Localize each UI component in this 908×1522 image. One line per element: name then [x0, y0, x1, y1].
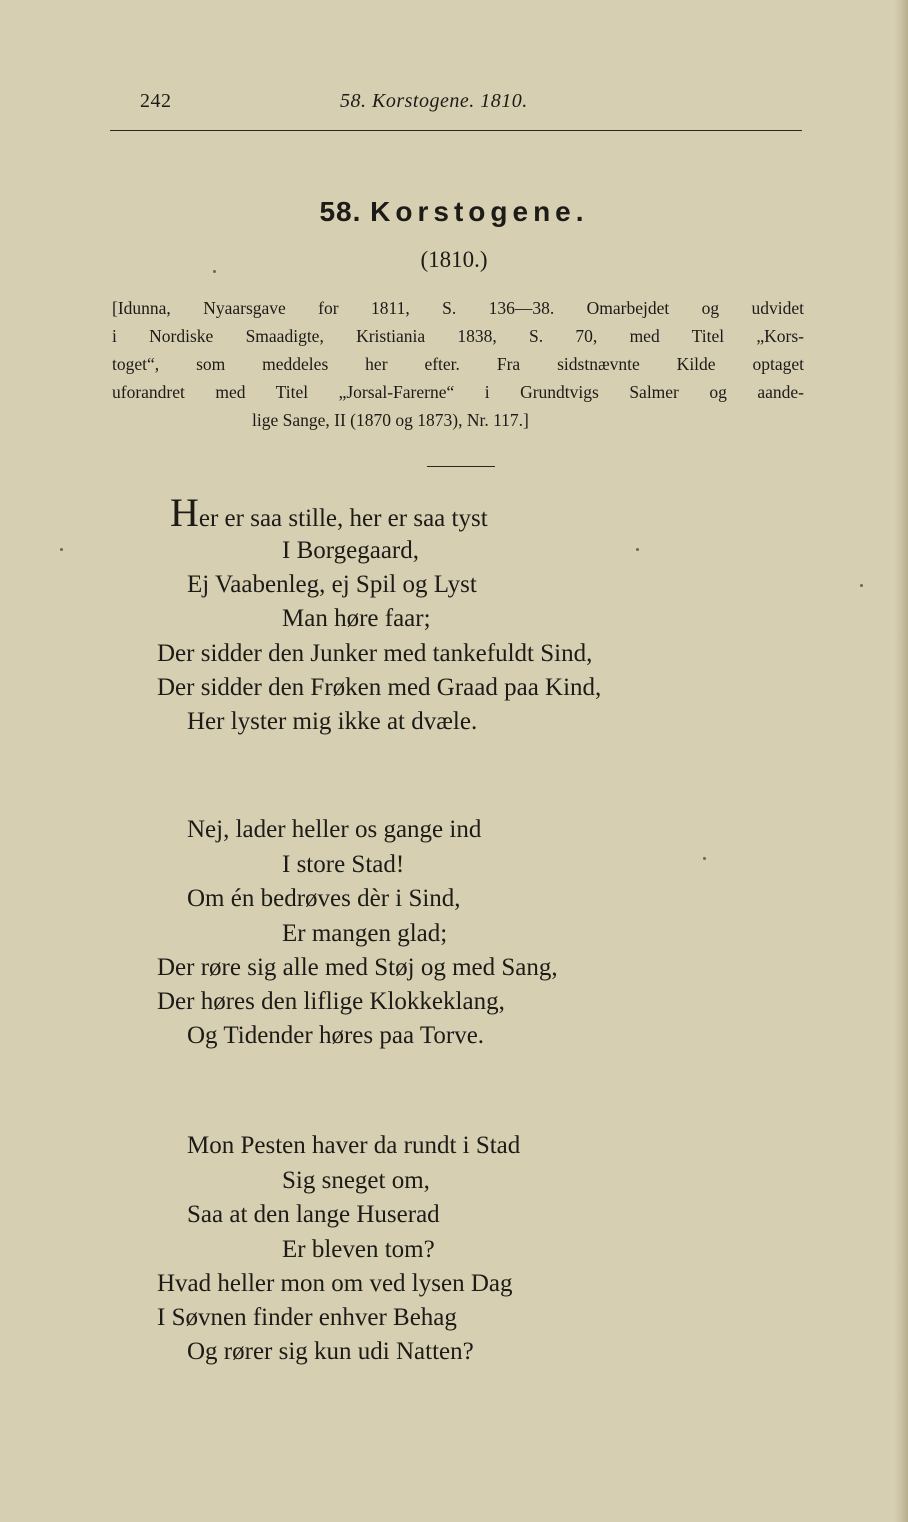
verse-line: Der sidder den Junker med tankefuldt Sind,	[157, 640, 593, 667]
verse-line: Ej Vaabenleg, ej Spil og Lyst	[187, 571, 477, 598]
initial-letter: H	[170, 490, 199, 535]
paper-speck	[703, 857, 706, 860]
verse-line: Er mangen glad;	[282, 920, 448, 947]
verse-line: Der røre sig alle med Støj og med Sang,	[157, 954, 558, 981]
header-rule	[110, 130, 802, 131]
verse-line: I Søvnen finder enhver Behag	[157, 1304, 457, 1331]
verse-line: Der høres den liflige Klokkeklang,	[157, 988, 505, 1015]
verse-line: Sig sneget om,	[282, 1167, 430, 1194]
poem-year: (1810.)	[420, 247, 488, 272]
verse-line-rest: er er saa stille, her er saa tyst	[198, 505, 488, 532]
paper-speck	[60, 548, 63, 551]
poem-title-text: Korstogene.	[370, 196, 589, 227]
page-edge-shadow	[894, 0, 908, 1522]
verse-line: Hvad heller mon om ved lysen Dag	[157, 1270, 513, 1297]
verse-line	[170, 490, 488, 535]
poem-title	[0, 196, 908, 228]
verse-line: Er bleven tom?	[282, 1236, 435, 1263]
paper-speck	[213, 270, 216, 273]
verse-line: Om én bedrøves dèr i Sind,	[187, 885, 461, 912]
editorial-note	[112, 294, 804, 434]
note-line: i Nordiske Smaadigte, Kristiania 1838, S. 70, med Titel „Kors-	[112, 326, 804, 346]
verse-line: Mon Pesten haver da rundt i Stad	[187, 1132, 521, 1159]
paper-speck	[636, 548, 639, 551]
running-header	[140, 90, 800, 118]
verse-line: Man høre faar;	[282, 605, 431, 632]
verse-line: Saa at den lange Huserad	[187, 1201, 440, 1228]
note-line: [Idunna, Nyaarsgave for 1811, S. 136—38. Omarbejdet og udvidet	[112, 298, 804, 318]
verse-line: I Borgegaard,	[282, 537, 419, 564]
verse-line: Og Tidender høres paa Torve.	[187, 1022, 485, 1049]
verse-line: Nej, lader heller os gange ind	[187, 816, 482, 843]
verse-line: Og rører sig kun udi Natten?	[187, 1338, 474, 1365]
verse-line: I store Stad!	[282, 851, 405, 878]
page-number: 242	[140, 90, 172, 112]
note-line: uforandret med Titel „Jorsal-Farerne“ i Grundtvigs Salmer og aande-	[112, 382, 804, 402]
verse-line: Her lyster mig ikke at dvæle.	[187, 708, 478, 735]
poem-number: 58.	[319, 196, 362, 227]
paper-speck	[860, 584, 863, 587]
note-line: toget“, som meddeles her efter. Fra sidstnævnte Kilde optaget	[112, 354, 804, 374]
section-divider	[427, 466, 495, 467]
note-line: lige Sange, II (1870 og 1873), Nr. 117.]	[252, 410, 529, 430]
verse-line: Der sidder den Frøken med Graad paa Kind,	[157, 674, 602, 701]
running-title: 58. Korstogene. 1810.	[340, 90, 528, 112]
